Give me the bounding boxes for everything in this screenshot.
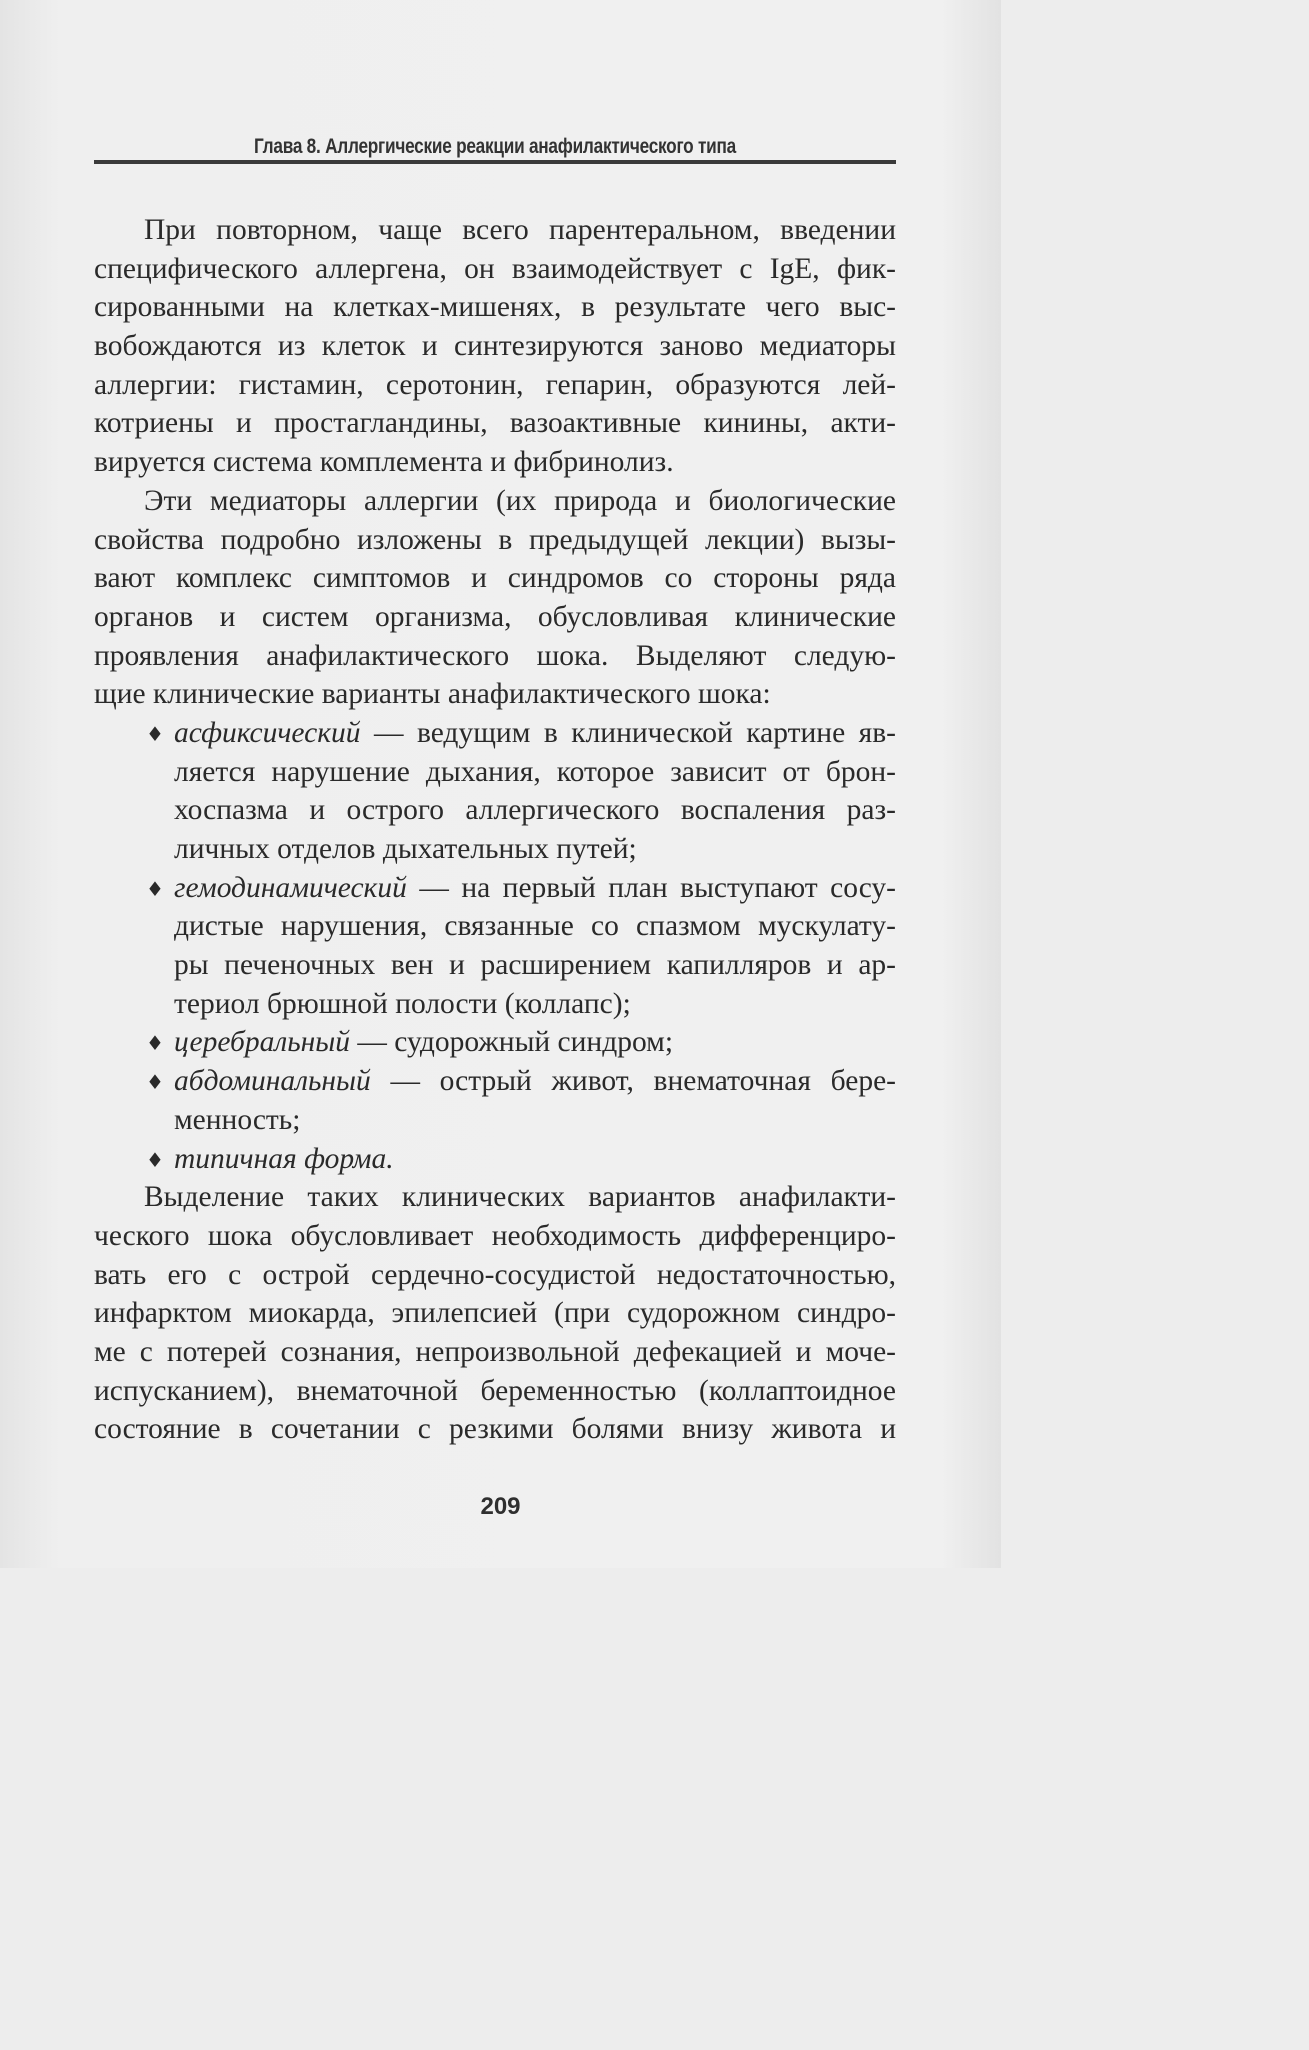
list-item — [94, 1140, 896, 1179]
diamond-bullet-icon: ♦ — [146, 1147, 164, 1172]
list-item — [94, 1023, 896, 1062]
text-line: щие клинические варианты анафилактического шока: — [94, 678, 771, 711]
text-line: ♦ асфиксический — ведущим в клинической картине яв- — [94, 714, 896, 753]
list-item — [94, 1062, 896, 1139]
term: асфиксический — [174, 716, 361, 749]
term: абдоминальный — [174, 1065, 371, 1098]
text-line: инфарктом миокарда, эпилепсией (при судорожном синдро- — [94, 1297, 896, 1330]
text-line: вают комплекс симптомов и синдромов со стороны ряда — [94, 562, 896, 595]
text-line: органов и систем организма, обусловливая клинические — [94, 600, 896, 633]
text-line: менность; — [174, 1103, 301, 1136]
paragraph-3 — [94, 1178, 896, 1449]
text-line: Эти медиаторы аллергии (их природа и биологические — [144, 484, 896, 517]
shock-variants-list — [94, 714, 896, 1178]
text-line: Выделение таких клинических вариантов анафилакти- — [144, 1181, 896, 1214]
paragraph-2 — [94, 482, 896, 714]
text-line: териол брюшной полости (коллапс); — [174, 987, 631, 1020]
text-line: котриены и простагландины, вазоактивные кинины, акти- — [94, 407, 896, 440]
term: гемодинамический — [174, 871, 407, 904]
text-line: ♦ гемодинамический — на первый план выступают сосу- — [94, 869, 896, 908]
text-line: аллергии: гистамин, серотонин, гепарин, образуются лей- — [94, 368, 896, 401]
text-line: проявления анафилактического шока. Выделяют следую- — [94, 639, 896, 672]
text-line: вать его с острой сердечно-сосудистой недостаточностью, — [94, 1258, 896, 1291]
text-line: ческого шока обусловливает необходимость дифференциро- — [94, 1219, 896, 1252]
page-number: 209 — [480, 1493, 521, 1520]
list-item — [94, 869, 896, 1024]
text-line: личных отделов дыхательных путей; — [174, 833, 637, 865]
diamond-bullet-icon: ♦ — [146, 1070, 164, 1095]
text-line: испусканием), внематочной беременностью (коллаптоидное — [94, 1374, 896, 1407]
text-line: хоспазма и острого аллергического воспаления раз- — [174, 794, 896, 827]
text-line: вобождаются из клеток и синтезируются заново медиаторы — [94, 330, 896, 363]
diamond-bullet-icon: ♦ — [146, 1031, 164, 1056]
term: типичная форма. — [174, 1142, 394, 1175]
text-line: ры печеночных вен и расширением капилляров и ар- — [174, 949, 896, 982]
text-line: вируется система комплемента и фибринолиз. — [94, 446, 674, 479]
text-line: ляется нарушение дыхания, которое зависит от брон- — [174, 755, 896, 788]
text-line: специфического аллергена, он взаимодействует с IgE, фик- — [94, 252, 896, 285]
diamond-bullet-icon: ♦ — [146, 721, 164, 746]
body-text — [94, 211, 896, 1449]
text-line: ♦ абдоминальный — острый живот, внематочная бере- — [94, 1062, 896, 1101]
list-item — [94, 714, 896, 869]
text-line: ме с потерей сознания, непроизвольной дефекацией и моче- — [94, 1335, 896, 1368]
text-line: сированными на клетках-мишенях, в результате чего выс- — [94, 291, 896, 324]
text-line: свойства подробно изложены в предыдущей лекции) вызы- — [94, 523, 896, 556]
paragraph-1 — [94, 211, 896, 482]
text-line: При повторном, чаще всего парентеральном, введении — [144, 214, 896, 246]
text-line: дистые нарушения, связанные со спазмом мускулату- — [174, 910, 896, 943]
header-rule — [94, 160, 896, 164]
text-line: ♦ церебральный — судорожный синдром; — [94, 1023, 896, 1062]
text-line: состояние в сочетании с резкими болями внизу живота и — [94, 1413, 896, 1446]
term: церебральный — [174, 1026, 351, 1059]
text-line — [94, 1140, 896, 1179]
diamond-bullet-icon: ♦ — [146, 876, 164, 901]
running-head: Глава 8. Аллергические реакции анафилактического типа — [254, 135, 736, 158]
